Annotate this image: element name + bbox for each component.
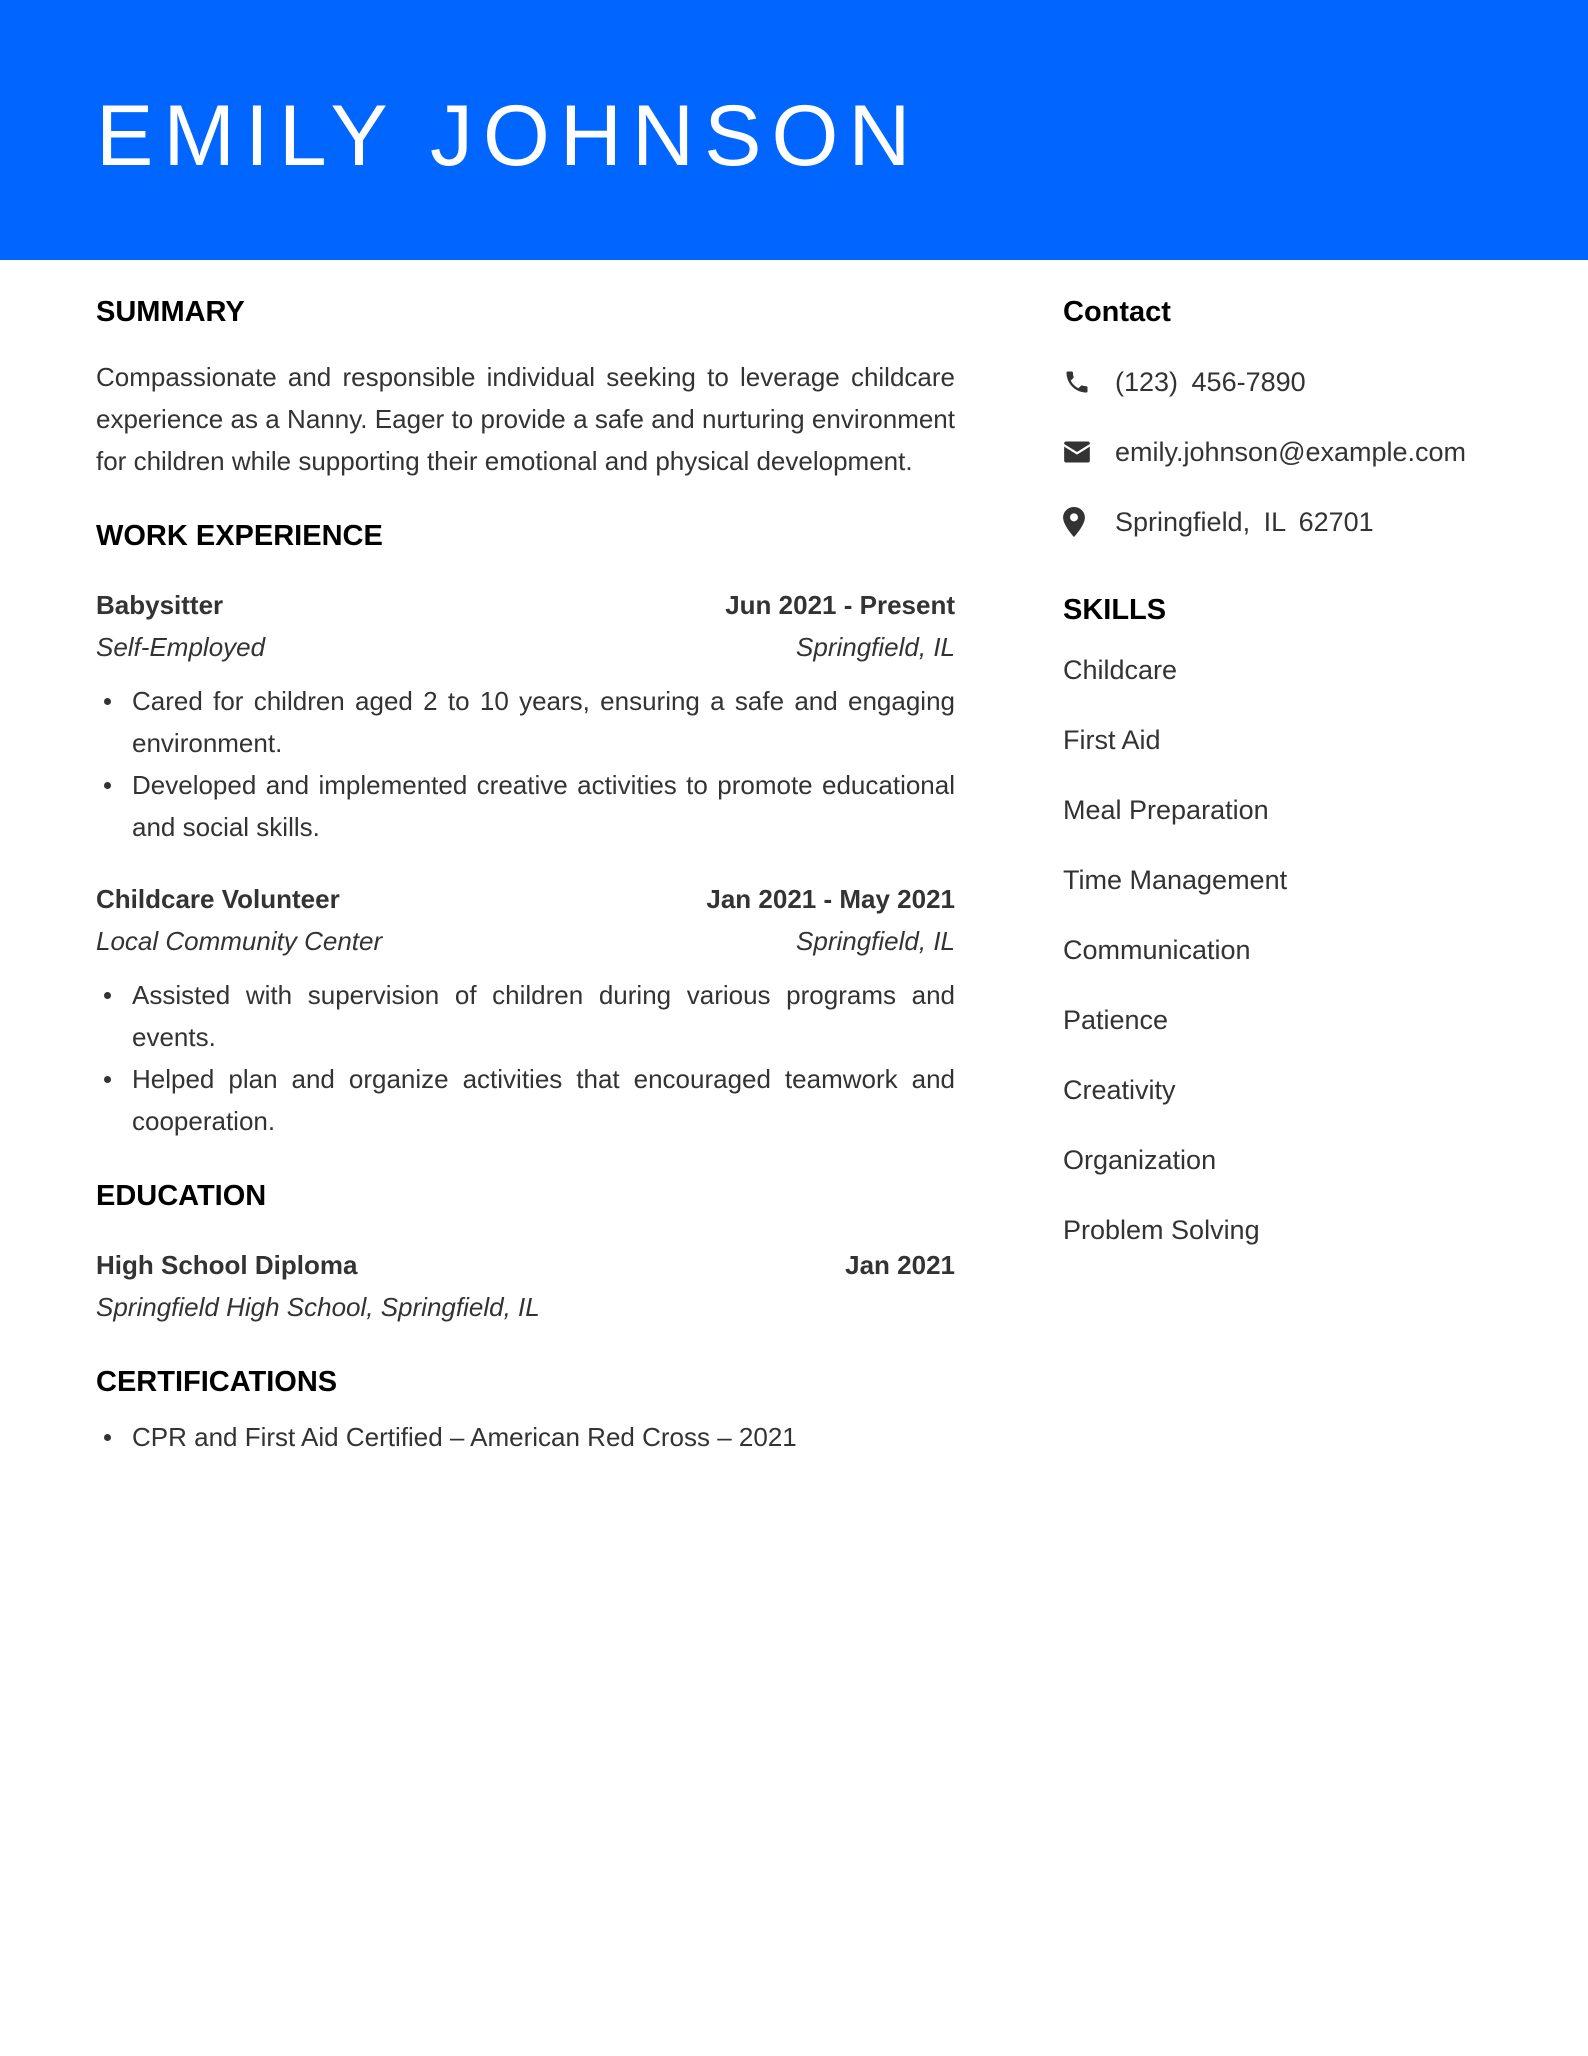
education-school: Springfield High School, Springfield, IL [96, 1292, 540, 1322]
skill-item: Meal Preparation [1063, 795, 1269, 825]
job-bullet: Helped plan and organize activities that encouraged teamwork and cooperation. [96, 1058, 955, 1142]
education-degree: High School Diploma [96, 1250, 358, 1280]
job-organization: Local Community Center [96, 926, 383, 956]
contact-location [1063, 500, 1523, 544]
contact-list [1063, 360, 1523, 544]
job-location: Springfield, IL [796, 926, 955, 956]
job-bullet: Assisted with supervision of children during various programs and events. [96, 974, 955, 1058]
job-role: Childcare Volunteer [96, 884, 340, 914]
job-entry [96, 878, 955, 1142]
contact-phone [1063, 360, 1523, 404]
summary-text: Compassionate and responsible individual seeking to leverage childcare experience as a Nanny. Eager to provide a safe and nurturing environment for children while supporting their emotional and physical development. [96, 362, 955, 476]
header-banner [0, 0, 1588, 260]
contact-location-text: Springfield, IL 62701 [1115, 506, 1374, 537]
sidebar-column [1063, 290, 1523, 1278]
education-section [96, 1174, 955, 1328]
work-experience-heading: WORK EXPERIENCE [96, 520, 383, 552]
education-header-row [96, 1244, 955, 1286]
skill-item: Creativity [1063, 1075, 1176, 1105]
skill-item: Organization [1063, 1145, 1217, 1175]
skill-item: Problem Solving [1063, 1215, 1260, 1245]
skill-item: First Aid [1063, 725, 1161, 755]
job-subheader-row [96, 626, 955, 668]
job-location: Springfield, IL [796, 632, 955, 662]
education-entry [96, 1244, 955, 1328]
job-organization: Self-Employed [96, 632, 266, 662]
skill-item: Communication [1063, 935, 1251, 965]
phone-icon [1063, 367, 1093, 397]
certifications-heading: CERTIFICATIONS [96, 1366, 338, 1398]
envelope-icon [1063, 437, 1093, 467]
contact-email [1063, 430, 1523, 474]
contact-heading: Contact [1063, 296, 1171, 328]
main-column [96, 290, 955, 1458]
certifications-list [96, 1416, 955, 1458]
contact-section [1063, 290, 1523, 544]
skill-item: Patience [1063, 1005, 1169, 1035]
certifications-section [96, 1360, 955, 1458]
job-bullet: Cared for children aged 2 to 10 years, ensuring a safe and engaging environment. [96, 680, 955, 764]
map-marker-icon [1063, 507, 1093, 537]
skills-heading: SKILLS [1063, 594, 1167, 626]
candidate-name: EMILY JOHNSON [96, 88, 921, 184]
contact-phone-text: (123) 456-7890 [1115, 366, 1306, 397]
job-entry [96, 584, 955, 848]
summary-section [96, 290, 955, 482]
job-header-row [96, 878, 955, 920]
summary-heading: SUMMARY [96, 296, 245, 328]
job-dates: Jan 2021 - May 2021 [706, 884, 955, 914]
job-bullets [96, 680, 955, 848]
work-experience-section [96, 514, 955, 1142]
job-header-row [96, 584, 955, 626]
job-subheader-row [96, 920, 955, 962]
certification-item: CPR and First Aid Certified – American Red Cross – 2021 [96, 1416, 955, 1458]
job-bullets [96, 974, 955, 1142]
contact-email-text: emily.johnson@example.com [1115, 436, 1467, 467]
education-heading: EDUCATION [96, 1180, 267, 1212]
skills-list [1063, 648, 1523, 1252]
job-role: Babysitter [96, 590, 224, 620]
job-dates: Jun 2021 - Present [725, 590, 955, 620]
skills-section [1063, 588, 1523, 1252]
education-date: Jan 2021 [845, 1250, 955, 1280]
skill-item: Childcare [1063, 655, 1178, 685]
education-subheader-row [96, 1286, 955, 1328]
job-bullet: Developed and implemented creative activities to promote educational and social skills. [96, 764, 955, 848]
skill-item: Time Management [1063, 865, 1288, 895]
